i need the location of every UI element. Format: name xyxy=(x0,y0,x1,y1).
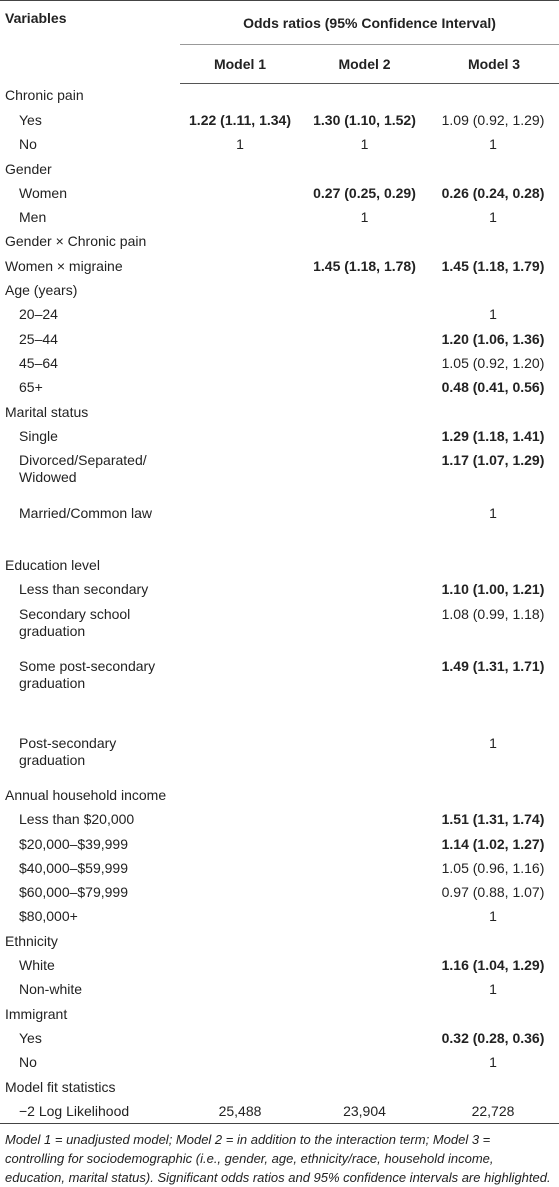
table-row xyxy=(0,731,559,783)
table-row xyxy=(0,84,559,109)
model-3-value: 1.45 (1.18, 1.79) xyxy=(441,257,545,274)
model-3-value xyxy=(429,929,559,953)
model-1-value xyxy=(180,783,300,807)
model-1-value xyxy=(180,832,300,856)
table-row xyxy=(0,1051,559,1075)
model-1-value xyxy=(180,553,300,577)
model-3-value xyxy=(429,278,559,302)
table-row xyxy=(0,133,559,157)
model-3-value: 1.14 (1.02, 1.27) xyxy=(441,835,545,852)
model-3-value: 1 xyxy=(489,908,497,925)
table-row xyxy=(0,602,559,654)
table-row xyxy=(0,108,559,132)
model-3-value xyxy=(429,230,559,254)
row-label: Single xyxy=(19,427,58,444)
table-row xyxy=(0,501,559,553)
model-2-value xyxy=(300,230,429,254)
model-2-value xyxy=(300,654,429,731)
model-2-value xyxy=(300,351,429,375)
row-label: Women × migraine xyxy=(5,257,123,274)
row-label: Women xyxy=(19,184,67,201)
model-2-value xyxy=(300,1026,429,1050)
model-2-value xyxy=(300,832,429,856)
table-row xyxy=(0,856,559,880)
variables-header: Variables xyxy=(0,1,180,84)
model-3-value: 1 xyxy=(489,734,497,751)
odds-ratios-header-text: Odds ratios (95% Confidence Interval) xyxy=(243,14,496,31)
model-1-value xyxy=(180,654,300,731)
table-row xyxy=(0,278,559,302)
row-label: Less than secondary xyxy=(19,581,149,598)
row-label: Divorced/Separated/ Widowed xyxy=(19,452,147,486)
model-3-value: 0.26 (0.24, 0.28) xyxy=(441,184,545,201)
model-3-value: 1.05 (0.92, 1.20) xyxy=(441,354,545,371)
row-label: Some post-secondary graduation xyxy=(19,658,156,692)
model-3-value: 1 xyxy=(489,1054,497,1071)
model-2-value xyxy=(300,929,429,953)
model-2-value xyxy=(300,553,429,577)
model-1-value xyxy=(180,278,300,302)
model-3-header: Model 3 xyxy=(429,45,559,84)
model-3-value xyxy=(429,1002,559,1026)
table-row xyxy=(0,1026,559,1050)
table-row xyxy=(0,181,559,205)
model-1-value xyxy=(180,351,300,375)
row-label: No xyxy=(19,1054,37,1071)
table-row xyxy=(0,808,559,832)
model-3-value: 1 xyxy=(489,306,497,323)
model-1-value xyxy=(180,978,300,1002)
model-1-value xyxy=(180,880,300,904)
model-1-value xyxy=(180,424,300,448)
model-1-value xyxy=(180,84,300,109)
odds-ratios-header xyxy=(180,1,559,45)
row-label: Age (years) xyxy=(5,282,78,299)
model-2-value xyxy=(300,157,429,181)
model-3-value xyxy=(429,553,559,577)
table-row xyxy=(0,376,559,400)
row-label: Non-white xyxy=(19,981,83,998)
model-1-value xyxy=(180,929,300,953)
row-label: $80,000+ xyxy=(19,908,78,925)
model-1-value xyxy=(180,205,300,229)
row-label: White xyxy=(19,957,55,974)
model-3-value: 0.32 (0.28, 0.36) xyxy=(441,1029,545,1046)
model-1-value xyxy=(180,578,300,602)
model-3-value: 1 xyxy=(489,504,497,521)
model-1-value xyxy=(180,157,300,181)
table-header-row xyxy=(0,1,559,45)
model-2-value: 1.30 (1.10, 1.52) xyxy=(313,111,416,128)
model-1-value xyxy=(180,602,300,654)
model-3-value: 1.05 (0.96, 1.16) xyxy=(441,859,545,876)
table-row xyxy=(0,157,559,181)
model-3-value xyxy=(429,400,559,424)
model-2-value xyxy=(300,327,429,351)
table-row xyxy=(0,400,559,424)
table-row xyxy=(0,351,559,375)
model-2-value xyxy=(300,856,429,880)
model-1-value xyxy=(180,400,300,424)
table-row xyxy=(0,905,559,929)
row-label: $20,000–$39,999 xyxy=(19,835,128,852)
table-row xyxy=(0,1099,559,1124)
row-label: Marital status xyxy=(5,403,89,420)
model-3-value: 1 xyxy=(489,981,497,998)
model-1-value xyxy=(180,1051,300,1075)
model-2-value xyxy=(300,783,429,807)
row-label: 65+ xyxy=(19,379,43,396)
model-2-value xyxy=(300,424,429,448)
model-3-value: 1 xyxy=(489,209,497,226)
model-2-value xyxy=(300,1002,429,1026)
model-2-value xyxy=(300,400,429,424)
model-1-value xyxy=(180,731,300,783)
table-row xyxy=(0,230,559,254)
model-3-value xyxy=(429,84,559,109)
row-label: Secondary school graduation xyxy=(19,605,131,639)
model-2-value: 1 xyxy=(360,136,369,153)
model-2-value xyxy=(300,376,429,400)
row-label: 20–24 xyxy=(19,306,58,323)
table-footnote: Model 1 = unadjusted model; Model 2 = in addition to the interaction term; Model 3 = controlling for sociodemographic (i.e., gender, age, ethnicity/race, household income, education, marital status). Significant odds ratios and 95% confidence intervals are highlighted. xyxy=(5,1132,551,1186)
model-3-value: 1.10 (1.00, 1.21) xyxy=(441,581,545,598)
table-row xyxy=(0,448,559,500)
model-2-value xyxy=(300,880,429,904)
model-1-value xyxy=(180,1002,300,1026)
model-2-value xyxy=(300,278,429,302)
model-3-value: 1.09 (0.92, 1.29) xyxy=(441,111,545,128)
row-label: $40,000–$59,999 xyxy=(19,859,128,876)
model-2-value xyxy=(300,1051,429,1075)
model-3-value xyxy=(429,1075,559,1099)
table-row xyxy=(0,254,559,278)
table-row xyxy=(0,880,559,904)
table-row xyxy=(0,327,559,351)
row-label: −2 Log Likelihood xyxy=(0,1099,180,1124)
model-1-value xyxy=(180,1075,300,1099)
model-3-value xyxy=(429,157,559,181)
model-3-value: 0.97 (0.88, 1.07) xyxy=(441,884,545,901)
table-row xyxy=(0,953,559,977)
model-2-value xyxy=(300,1075,429,1099)
model-3-value xyxy=(429,783,559,807)
model-1-header: Model 1 xyxy=(180,45,300,84)
row-label: Immigrant xyxy=(5,1005,68,1022)
model-2-value xyxy=(300,905,429,929)
model-1-value xyxy=(180,501,300,553)
table-row xyxy=(0,1002,559,1026)
model-2-value xyxy=(300,303,429,327)
model-1-value xyxy=(180,905,300,929)
table-body xyxy=(0,84,559,1124)
model-3-value: 1.49 (1.31, 1.71) xyxy=(441,658,545,675)
model-1-value xyxy=(180,953,300,977)
model-1-value xyxy=(180,808,300,832)
row-label: Education level xyxy=(5,556,100,573)
model-3-value: 1.20 (1.06, 1.36) xyxy=(441,330,545,347)
model-1-value xyxy=(180,376,300,400)
table-row xyxy=(0,978,559,1002)
row-label: Annual household income xyxy=(5,786,167,803)
row-label: Men xyxy=(19,209,47,226)
model-2-value: 0.27 (0.25, 0.29) xyxy=(313,184,416,201)
row-label: Post-secondary graduation xyxy=(19,734,117,768)
model-2-value xyxy=(300,578,429,602)
row-label: Ethnicity xyxy=(5,932,58,949)
model-2-value: 23,904 xyxy=(300,1099,429,1124)
model-1-value: 25,488 xyxy=(180,1099,300,1124)
model-2-value xyxy=(300,953,429,977)
model-2-value: 1 xyxy=(360,209,369,226)
table-row xyxy=(0,929,559,953)
model-2-value xyxy=(300,84,429,109)
model-3-value: 1.16 (1.04, 1.29) xyxy=(441,957,545,974)
model-3-value: 1 xyxy=(489,136,497,153)
model-1-value xyxy=(180,448,300,500)
model-2-value: 1.45 (1.18, 1.78) xyxy=(313,257,416,274)
model-3-value: 1.08 (0.99, 1.18) xyxy=(441,605,545,622)
model-2-header: Model 2 xyxy=(300,45,429,84)
row-label: 45–64 xyxy=(19,354,58,371)
model-2-value xyxy=(300,808,429,832)
table-row xyxy=(0,424,559,448)
row-label: $60,000–$79,999 xyxy=(19,884,128,901)
row-label: Gender xyxy=(5,160,52,177)
model-1-value xyxy=(180,1026,300,1050)
table-row xyxy=(0,832,559,856)
model-3-value: 22,728 xyxy=(429,1099,559,1124)
model-2-value xyxy=(300,448,429,500)
model-1-value xyxy=(180,230,300,254)
model-3-value: 0.48 (0.41, 0.56) xyxy=(441,379,545,396)
model-1-value xyxy=(180,856,300,880)
table-row xyxy=(0,1075,559,1099)
row-label: Yes xyxy=(19,1029,42,1046)
row-label: Chronic pain xyxy=(5,87,84,104)
table-row xyxy=(0,205,559,229)
row-label: Model fit statistics xyxy=(5,1078,116,1095)
row-label: 25–44 xyxy=(19,330,58,347)
table-row xyxy=(0,303,559,327)
table-row xyxy=(0,578,559,602)
model-3-value: 1.51 (1.31, 1.74) xyxy=(441,811,545,828)
model-2-value xyxy=(300,731,429,783)
model-3-value: 1.17 (1.07, 1.29) xyxy=(441,452,545,469)
model-3-value: 1.29 (1.18, 1.41) xyxy=(441,427,545,444)
row-label: Gender × Chronic pain xyxy=(5,233,147,250)
row-label: Married/Common law xyxy=(19,504,153,521)
model-1-value: 1.22 (1.11, 1.34) xyxy=(189,111,291,128)
row-label: Less than $20,000 xyxy=(19,811,135,828)
model-2-value xyxy=(300,501,429,553)
model-1-value xyxy=(180,181,300,205)
model-1-value xyxy=(180,327,300,351)
model-2-value xyxy=(300,978,429,1002)
row-label: No xyxy=(19,136,37,153)
row-label: Yes xyxy=(19,111,42,128)
model-1-value xyxy=(180,254,300,278)
table-row xyxy=(0,783,559,807)
model-2-value xyxy=(300,602,429,654)
table-row xyxy=(0,654,559,731)
model-1-value: 1 xyxy=(236,136,244,153)
model-1-value xyxy=(180,303,300,327)
table-row xyxy=(0,553,559,577)
